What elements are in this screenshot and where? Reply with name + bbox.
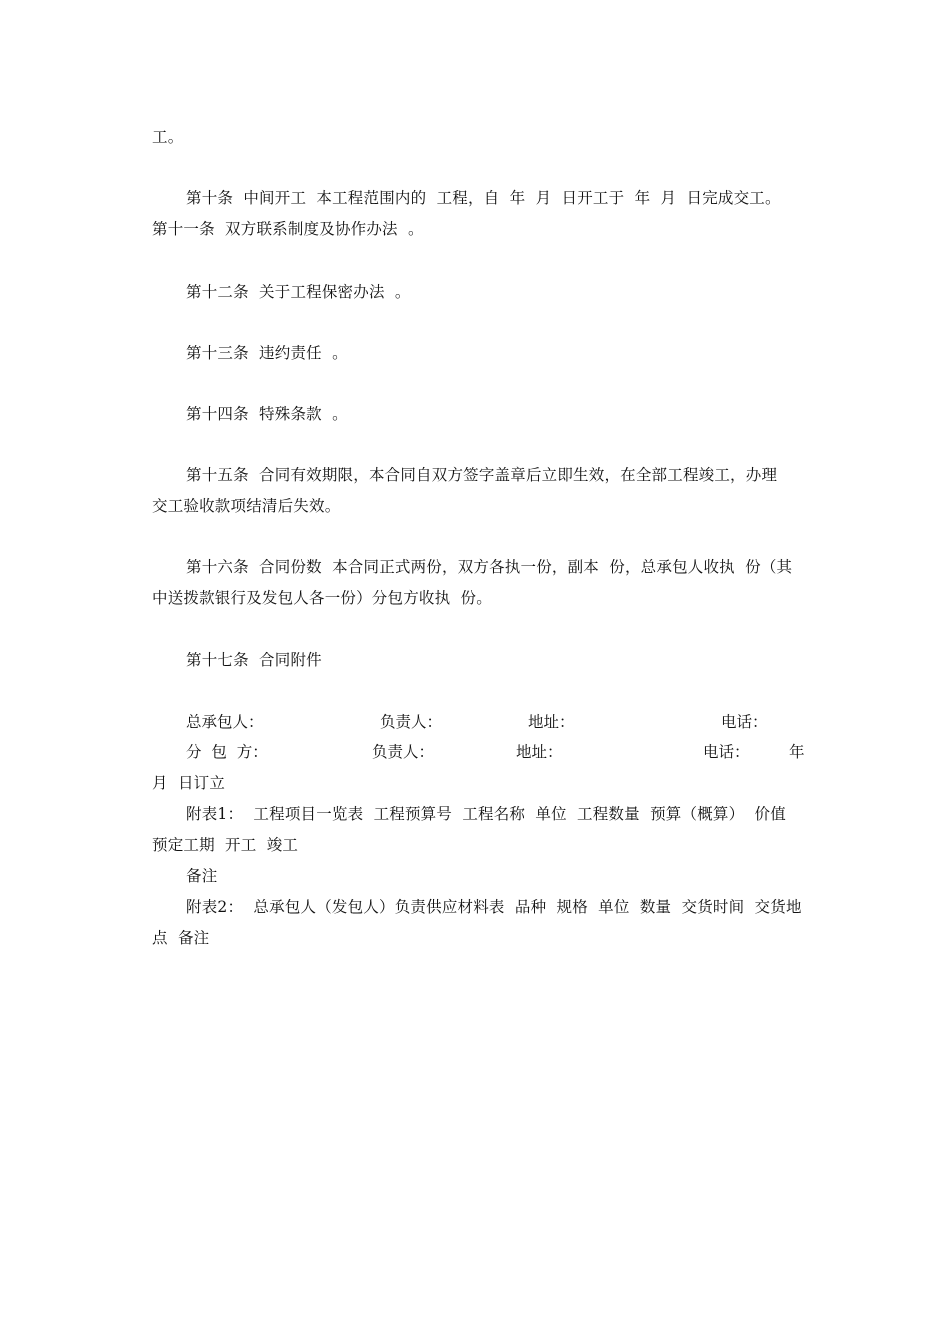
article-10: 第十条 中间开工 本工程范围内的 工程，自 年 月 日开工于 年 月 日完成交工。 <box>186 189 781 207</box>
article-17: 第十七条 合同附件 <box>186 651 322 669</box>
article-15: 第十五条 合同有效期限，本合同自双方签字盖章后立即生效，在全部工程竣工，办理 <box>186 466 778 484</box>
subcontractor-label: 分 包 方： <box>186 743 268 761</box>
article-16: 第十六条 合同份数 本合同正式两份，双方各执一份，副本 份，总承包人收执 份（其 <box>186 558 793 576</box>
appendix-table-1: 附表1： 工程项目一览表 工程预算号 工程名称 单位 工程数量 预算（概算） 价值 <box>186 805 786 823</box>
person-in-charge-label-2: 负责人： <box>372 743 435 761</box>
phone-label-2: 电话： <box>703 743 750 761</box>
appendix-table-2: 附表2： 总承包人（发包人）负责供应材料表 品种 规格 单位 数量 交货时间 交货地 <box>186 898 802 916</box>
phone-label-1: 电话： <box>721 713 768 731</box>
article-16-continued: 中送拨款银行及发包人各一份）分包方收执 份。 <box>152 589 492 607</box>
article-13: 第十三条 违约责任 。 <box>186 344 348 362</box>
article-15-continued: 交工验收款项结清后失效。 <box>152 497 341 515</box>
appendix-table-1-continued: 预定工期 开工 竣工 <box>152 836 299 854</box>
signing-date: 月 日订立 <box>152 774 226 792</box>
year-label: 年 <box>789 743 805 761</box>
person-in-charge-label-1: 负责人： <box>380 713 443 731</box>
appendix-table-1-remarks: 备注 <box>186 867 218 885</box>
article-11: 第十一条 双方联系制度及协作办法 。 <box>152 220 424 238</box>
appendix-table-2-continued: 点 备注 <box>152 929 210 947</box>
general-contractor-label: 总承包人： <box>186 713 264 731</box>
article-14: 第十四条 特殊条款 。 <box>186 405 348 423</box>
article-12: 第十二条 关于工程保密办法 。 <box>186 283 411 301</box>
address-label-1: 地址： <box>528 713 575 731</box>
text-line-continuation: 工。 <box>152 128 184 146</box>
address-label-2: 地址： <box>516 743 563 761</box>
